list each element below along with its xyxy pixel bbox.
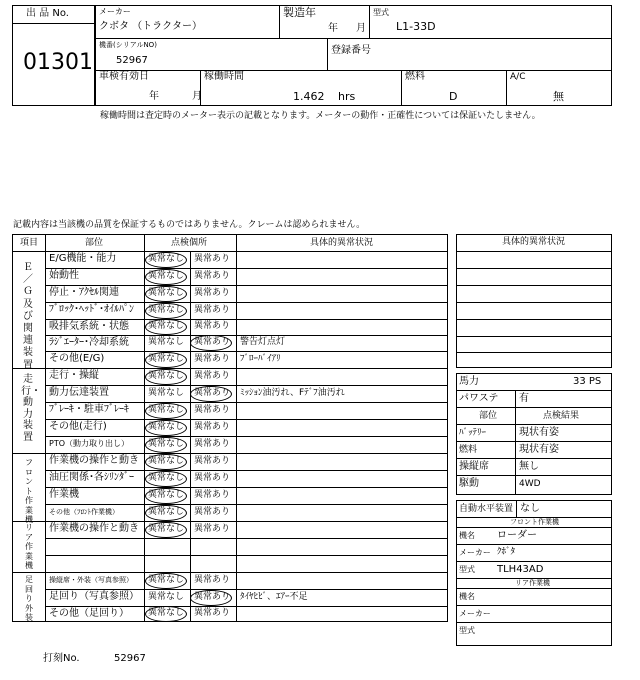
check-normal[interactable]: 異常なし <box>148 438 185 449</box>
abnormal-circle-mark <box>190 590 232 606</box>
hp-value: 33 PS <box>573 376 602 387</box>
col-part: 部位 <box>85 238 104 248</box>
row-part: 操縦席・外装（写真参照） <box>49 575 133 584</box>
serial-label: 機番(シリアルNO) <box>99 41 157 49</box>
group-drive: 走行・動力装置 <box>21 374 41 443</box>
check-normal[interactable]: 異常なし <box>148 304 185 315</box>
row-part: 吸排気系統・状態 <box>49 320 129 332</box>
group-feet: 足回り外装 <box>25 575 33 622</box>
ac-label: A/C <box>510 72 526 82</box>
normal-circle-mark <box>145 573 187 589</box>
check-abnormal[interactable]: 異常あり <box>194 353 231 364</box>
front-header: フロント作業機 <box>510 518 559 526</box>
check-normal[interactable]: 異常なし <box>148 472 185 483</box>
normal-circle-mark <box>145 606 187 622</box>
normal-circle-mark <box>145 369 187 385</box>
rear-name-label: 機名 <box>459 592 475 601</box>
group-front: フロント作業機 <box>25 458 33 524</box>
check-abnormal[interactable]: 異常あり <box>194 270 231 281</box>
row-part: 作業機の操作と動き <box>49 523 139 534</box>
normal-circle-mark <box>145 454 187 470</box>
check-abnormal[interactable]: 異常あり <box>194 591 231 602</box>
front-maker-label: メーカー <box>459 548 491 557</box>
hours-value: 1.462 <box>293 90 325 103</box>
check-abnormal[interactable]: 異常あり <box>194 506 231 517</box>
check-normal[interactable]: 異常なし <box>148 370 185 381</box>
rear-model-label: 型式 <box>459 626 475 635</box>
check-abnormal[interactable]: 異常あり <box>194 253 231 264</box>
normal-circle-mark <box>145 269 187 285</box>
battery-value: 現状有姿 <box>519 427 559 438</box>
maker-value: クボタ （トラクター） <box>99 21 202 32</box>
row-part: その他(E/G) <box>49 353 105 364</box>
ps-label: パワステ <box>459 393 499 404</box>
result-header: 点検結果 <box>543 411 580 421</box>
row-part: 動力伝達装置 <box>49 387 109 398</box>
rear-maker-label: メーカー <box>459 609 491 618</box>
row-part: 作業機の操作と動き <box>49 455 139 466</box>
check-abnormal[interactable]: 異常あり <box>194 438 231 449</box>
front-name-label: 機名 <box>459 531 475 540</box>
normal-circle-mark <box>145 252 187 268</box>
seat-value: 無し <box>519 461 539 472</box>
registration-label: 登録番号 <box>331 45 371 56</box>
row-part: PTO（動力取り出し） <box>49 439 130 448</box>
row-part: その他（ﾌﾛﾝﾄ作業機） <box>49 507 119 516</box>
fuel-value: D <box>449 90 458 103</box>
check-abnormal[interactable]: 異常あり <box>194 370 231 381</box>
check-normal[interactable]: 異常なし <box>148 455 185 466</box>
drive-label: 駆動 <box>459 478 479 489</box>
hours-note: 稼働時間は査定時のメーター表示の記載となります。メーターの動作・正確性については保証いたしません。 <box>100 111 541 121</box>
check-abnormal[interactable]: 異常あり <box>194 608 231 618</box>
row-part: 停止・ｱｸｾﾙ関連 <box>49 287 119 298</box>
ps-value: 有 <box>519 393 529 404</box>
inspection-label: 車検有効日 <box>99 71 149 82</box>
hp-label: 馬力 <box>459 376 479 387</box>
row-part: 油圧関係･各ｼﾘﾝﾀﾞｰ <box>49 472 134 483</box>
check-normal[interactable]: 異常なし <box>148 591 185 602</box>
normal-circle-mark <box>145 319 187 335</box>
row-part: E/G機能・能力 <box>49 253 117 264</box>
normal-circle-mark <box>145 286 187 302</box>
model-label: 型式 <box>373 8 389 17</box>
lot-label: 出 品 No. <box>26 8 69 19</box>
check-normal[interactable]: 異常なし <box>148 608 185 618</box>
col-check: 点検個所 <box>171 238 208 248</box>
row-part: 始動性 <box>49 270 79 281</box>
disclaimer: 記載内容は当該機の品質を保証するものではありません。クレームは認められません。 <box>13 220 366 230</box>
group-rear: リア作業機 <box>25 523 33 570</box>
check-abnormal[interactable]: 異常あり <box>194 523 231 534</box>
check-normal[interactable]: 異常なし <box>148 321 185 331</box>
row-part: その他(走行) <box>49 421 107 432</box>
normal-circle-mark <box>145 522 187 538</box>
check-abnormal[interactable]: 異常あり <box>194 404 231 415</box>
row-part: ﾗｼﾞｴｰﾀｰ･冷却系統 <box>49 336 129 348</box>
normal-circle-mark <box>145 352 187 368</box>
front-model-value: TLH43AD <box>497 564 544 575</box>
normal-circle-mark <box>145 420 187 436</box>
abnormal-circle-mark <box>190 335 232 351</box>
check-normal[interactable]: 異常なし <box>148 523 185 534</box>
row-part: ﾌﾞﾚｰｷ・駐車ﾌﾞﾚｰｷ <box>49 404 129 415</box>
ac-value: 無 <box>553 90 564 103</box>
check-normal[interactable]: 異常なし <box>148 574 185 585</box>
row-detail: 警告灯点灯 <box>240 337 286 347</box>
check-normal[interactable]: 異常なし <box>148 404 185 415</box>
normal-circle-mark <box>145 403 187 419</box>
check-abnormal[interactable]: 異常あり <box>194 321 231 331</box>
battery-label: ﾊﾞｯﾃﾘｰ <box>459 428 487 438</box>
row-part: ﾌﾞﾛｯｸ･ﾍｯﾄﾞ･ｵｲﾙﾊﾟﾝ <box>49 304 134 315</box>
normal-circle-mark <box>145 505 187 521</box>
inspection-month: 月 <box>192 91 202 102</box>
hours-label: 稼働時間 <box>204 71 244 82</box>
check-normal[interactable]: 異常なし <box>148 421 185 432</box>
check-abnormal[interactable]: 異常あり <box>194 455 231 466</box>
row-part: 走行・操縦 <box>49 370 99 381</box>
level-label: 自動水平装置 <box>459 504 514 514</box>
front-maker-value: ｸﾎﾞﾀ <box>497 547 516 557</box>
hours-unit: hrs <box>338 90 356 103</box>
check-normal[interactable]: 異常なし <box>148 270 185 281</box>
level-value: なし <box>520 503 540 514</box>
normal-circle-mark <box>145 437 187 453</box>
abnormal-circle-mark <box>190 386 232 402</box>
front-model-label: 型式 <box>459 565 475 574</box>
fuel-label-right: 燃料 <box>459 445 478 455</box>
row-part: 足回り（写真参照） <box>49 591 139 602</box>
check-normal[interactable]: 異常なし <box>148 287 185 298</box>
row-part: 作業機 <box>49 489 79 500</box>
normal-circle-mark <box>145 471 187 487</box>
drive-value: 4WD <box>519 479 541 489</box>
stamp-label: 打刻No. <box>43 653 80 664</box>
normal-circle-mark <box>145 488 187 504</box>
check-abnormal[interactable]: 異常あり <box>194 287 231 298</box>
check-normal[interactable]: 異常なし <box>148 506 185 517</box>
row-detail: ﾌﾞﾛｰﾊﾞｲｱﾘ <box>240 353 281 364</box>
check-normal[interactable]: 異常なし <box>148 253 185 264</box>
row-detail: ﾀｲﾔﾋﾋﾞ、ｴｱｰ不足 <box>240 591 308 602</box>
check-normal[interactable]: 異常なし <box>148 337 185 347</box>
fuel-value-right: 現状有姿 <box>519 444 559 455</box>
group-engine: Ｅ／Ｇ及び関連装置 <box>23 262 33 371</box>
row-detail: ﾐｯｼｮﾝ油汚れ、Fﾃﾞﾌ油汚れ <box>240 387 345 398</box>
rear-header: リア作業機 <box>515 579 550 587</box>
row-part: その他（足回り） <box>49 607 129 619</box>
check-abnormal[interactable]: 異常あり <box>194 574 231 585</box>
fuel-label: 燃料 <box>405 71 425 82</box>
part-header: 部位 <box>479 411 498 421</box>
col-item: 項目 <box>20 238 39 248</box>
year-suffix: 年 <box>328 23 338 34</box>
check-abnormal[interactable]: 異常あり <box>194 472 231 483</box>
col-detail: 具体的異常状況 <box>310 238 374 248</box>
check-abnormal[interactable]: 異常あり <box>194 387 231 398</box>
inspection-year: 年 <box>149 91 159 102</box>
seat-label: 操縦席 <box>459 461 489 472</box>
serial-value: 52967 <box>116 55 148 66</box>
front-name-value: ローダー <box>497 530 537 541</box>
year-label: 製造年 <box>283 6 316 19</box>
maker-label: メーカー <box>99 7 131 16</box>
check-normal[interactable]: 異常なし <box>148 489 185 500</box>
detail-header: 具体的異常状況 <box>502 237 566 247</box>
check-normal[interactable]: 異常なし <box>148 387 185 398</box>
model-value: L1-33D <box>396 20 436 33</box>
lot-number: 01301 <box>23 50 93 75</box>
check-abnormal[interactable]: 異常あり <box>194 304 231 315</box>
check-abnormal[interactable]: 異常あり <box>194 421 231 432</box>
check-abnormal[interactable]: 異常あり <box>194 489 231 500</box>
check-abnormal[interactable]: 異常あり <box>194 337 231 347</box>
check-normal[interactable]: 異常なし <box>148 353 185 364</box>
month-suffix: 月 <box>356 23 366 34</box>
normal-circle-mark <box>145 303 187 319</box>
stamp-value: 52967 <box>114 653 146 664</box>
